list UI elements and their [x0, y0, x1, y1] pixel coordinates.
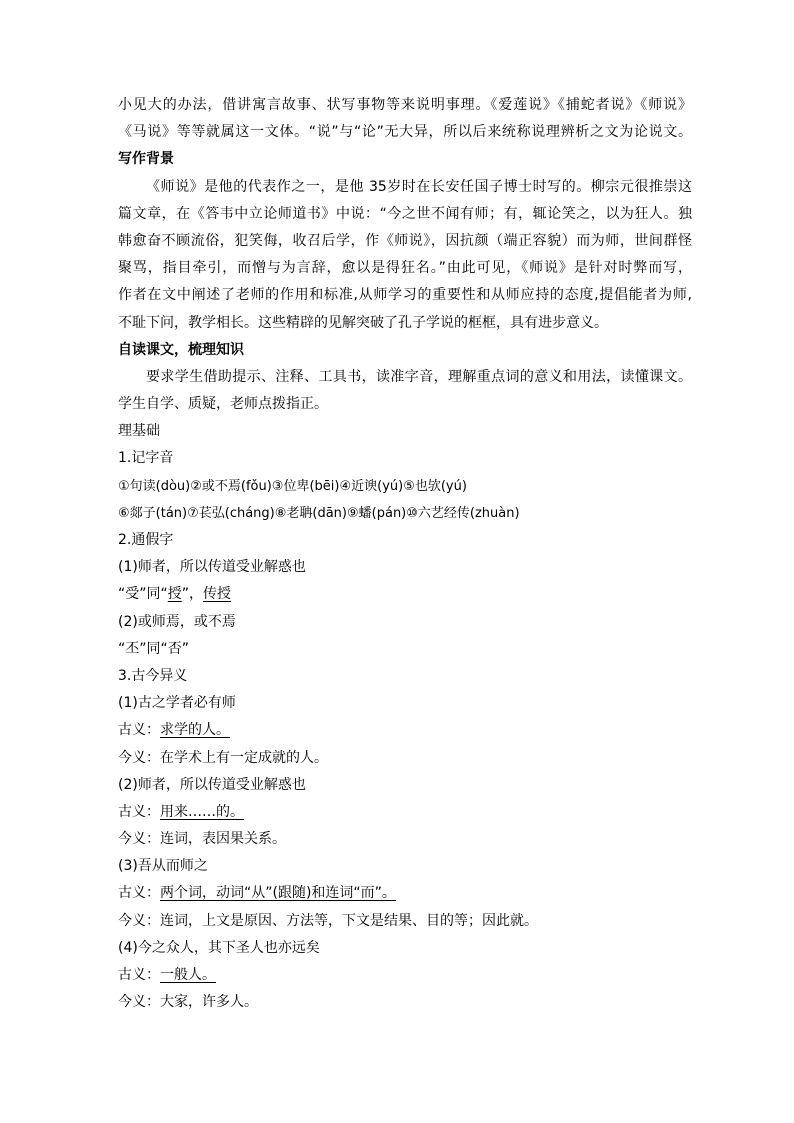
text-line: 《马说》等等就属这一文体。“说”与“论”无大异，所以后来统称说理辨析之文为论说文。	[118, 124, 692, 141]
text-line: 篇文章，在《答韦中立论师道书》中说：“今之世不闻有师；有，辄论笑之，以为狂人。独	[118, 205, 692, 222]
modern-meaning: 今义：在学术上有一定成就的人。	[118, 749, 328, 766]
item-title: 2.通假字	[118, 532, 174, 548]
ancient-meaning	[118, 799, 692, 826]
subheading-basics: 理基础	[118, 423, 160, 440]
underlined-answer: 两个词，动词“从”(跟随)和连词“而”。	[160, 885, 396, 902]
example-sentence: (4)今之众人，其下圣人也亦远矣	[118, 939, 320, 956]
explanation-line: “丕”同“否”	[118, 640, 190, 657]
text-line: 要求学生借助提示、注释、工具书，读准字音，理解重点词的意义和用法，读懂课文。	[146, 368, 692, 385]
text-fragment: “受”同“	[118, 586, 168, 603]
ancient-meaning	[118, 880, 692, 907]
label: 古义：	[118, 885, 160, 902]
modern-meaning: 今义：连词，上文是原因、方法等，下文是结果、目的等；因此就。	[118, 912, 538, 929]
text-line: 《师说》是他的代表作之一，是他 35岁时在长安任国子博士时写的。柳宗元很推崇这	[146, 178, 692, 195]
example-sentence: (3)吾从而师之	[118, 858, 208, 875]
label: 古义：	[118, 803, 160, 820]
modern-meaning: 今义：大家，许多人。	[118, 994, 258, 1011]
document-body	[118, 92, 692, 1016]
underlined-answer: 授	[167, 586, 182, 603]
text-line: 聚骂，指目牵引，而憎与为言辞，愈以是得狂名。”由此可见，《师说》是针对时弊而写，	[118, 260, 692, 277]
underlined-answer: 一般人。	[160, 967, 216, 983]
text-line: 小见大的办法，借讲寓言故事、状写事物等来说明事理。《爱莲说》《捕蛇者说》《师说》	[118, 97, 692, 113]
modern-meaning: 今义：连词，表因果关系。	[118, 831, 286, 848]
example-sentence: (1)师者，所以传道受业解惑也	[118, 559, 306, 576]
text-line: 韩愈奋不顾流俗，犯笑侮，收召后学，作《师说》，因抗颜（端正容貌）而为师，世间群怪	[118, 232, 692, 249]
explanation-line	[118, 581, 692, 608]
pronunciation-line: ⑥郯子(tán)⑦苌弘(cháng)⑧老聃(dān)⑨蟠(pán)⑩六艺经传(zhuàn)	[118, 505, 520, 521]
example-sentence: (1)古之学者必有师	[118, 695, 236, 712]
section-heading-self-reading: 自读课文，梳理知识	[118, 341, 244, 358]
example-sentence: (2)师者，所以传道受业解惑也	[118, 776, 306, 793]
label: 古义：	[118, 722, 160, 739]
item-title: 3.古今异义	[118, 667, 188, 684]
underlined-answer: 传授	[203, 586, 232, 603]
text-line: 不耻下问，教学相长。这些精辟的见解突破了孔子学说的框框，具有进步意义。	[118, 314, 608, 331]
item-title: 1.记字音	[118, 450, 174, 467]
underlined-answer: 用来……的。	[160, 803, 244, 820]
example-sentence: (2)或师焉，或不焉	[118, 613, 236, 630]
label: 古义：	[118, 967, 160, 983]
pronunciation-line: ①句读(dòu)②或不焉(fǒu)③位卑(bēi)④近谀(yú)⑤也欤(yú)	[118, 478, 467, 494]
ancient-meaning	[118, 717, 692, 744]
text-line: 学生自学、质疑，老师点拨指正。	[118, 396, 328, 413]
text-line: 作者在文中阐述了老师的作用和标准,从师学习的重要性和从师应持的态度,提倡能者为师,	[118, 287, 692, 304]
text-fragment: ”，	[181, 586, 204, 603]
ancient-meaning	[118, 962, 692, 989]
underlined-answer: 求学的人。	[160, 722, 230, 739]
section-heading-background: 写作背景	[118, 151, 174, 168]
